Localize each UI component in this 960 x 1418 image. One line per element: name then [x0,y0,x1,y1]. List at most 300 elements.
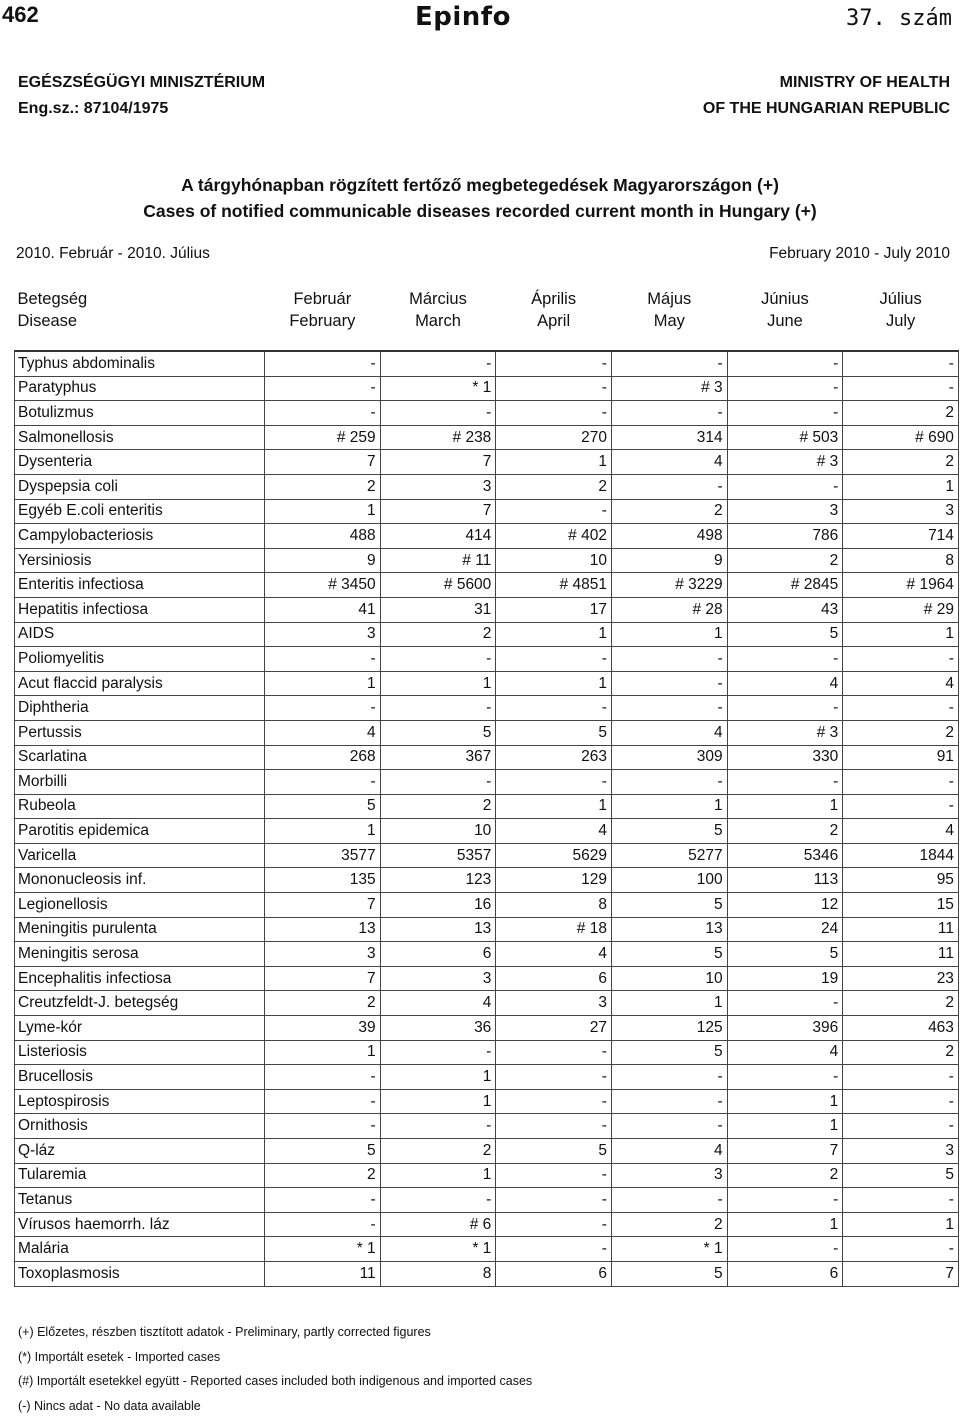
case-count-cell: - [265,401,381,426]
case-count-cell: 1 [265,1040,381,1065]
case-count-cell: - [380,351,496,376]
case-count-cell: # 6 [380,1212,496,1237]
org-hungarian [18,70,265,122]
case-count-cell: 1 [611,794,727,819]
case-count-cell: - [727,647,843,672]
case-count-cell: 4 [843,671,959,696]
case-count-cell: 414 [380,524,496,549]
disease-name-cell: Campylobacteriosis [15,524,265,549]
case-count-cell: # 3 [727,450,843,475]
disease-name-cell: Paratyphus [15,376,265,401]
case-count-cell: 1 [496,622,612,647]
case-count-cell: # 2845 [727,573,843,598]
case-count-cell: # 503 [727,425,843,450]
disease-name-cell: Yersiniosis [15,548,265,573]
case-count-cell: - [265,696,381,721]
case-count-cell: - [380,1114,496,1139]
column-header-hu: Május [611,288,727,310]
case-count-cell: 9 [265,548,381,573]
case-count-cell: 5629 [496,843,612,868]
table-row [15,1188,959,1213]
case-count-cell: 2 [380,622,496,647]
case-count-cell: 309 [611,745,727,770]
case-count-cell: 7 [265,893,381,918]
disease-name-cell: Listeriosis [15,1040,265,1065]
table-body [15,351,959,1286]
period-hungarian: 2010. Február - 2010. Július [16,245,210,263]
case-count-cell: 10 [611,966,727,991]
case-count-cell: 5 [496,720,612,745]
disease-name-cell: Creutzfeldt-J. betegség [15,991,265,1016]
case-count-cell: 8 [380,1261,496,1286]
case-count-cell: 3 [843,1139,959,1164]
case-count-cell: 367 [380,745,496,770]
case-count-cell: 91 [843,745,959,770]
case-count-cell: 36 [380,1016,496,1041]
table-row [15,819,959,844]
case-count-cell: 27 [496,1016,612,1041]
case-count-cell: 2 [843,1040,959,1065]
case-count-cell: - [727,474,843,499]
column-header-en: June [727,310,843,332]
column-header-en: February [265,310,381,332]
case-count-cell: 2 [727,819,843,844]
case-count-cell: 10 [380,819,496,844]
disease-name-cell: Parotitis epidemica [15,819,265,844]
case-count-cell: 1 [727,1212,843,1237]
table-row [15,499,959,524]
table-row [15,1040,959,1065]
case-count-cell: # 1964 [843,573,959,598]
case-count-cell: # 5600 [380,573,496,598]
table-row [15,548,959,573]
case-count-cell: - [380,401,496,426]
case-count-cell: 5 [843,1163,959,1188]
table-row [15,1065,959,1090]
column-header-hu: Február [265,288,381,310]
case-count-cell: - [611,696,727,721]
case-count-cell: - [380,647,496,672]
case-count-cell: - [380,770,496,795]
case-count-cell: - [265,1212,381,1237]
case-count-cell: - [265,647,381,672]
footnote-preliminary: (+) Előzetes, részben tisztított adatok - Preliminary, partly corrected figures [18,1320,532,1345]
case-count-cell: 270 [496,425,612,450]
case-count-cell: 129 [496,868,612,893]
case-count-cell: - [380,1040,496,1065]
case-count-cell: 2 [380,1139,496,1164]
table-header-row [15,270,959,351]
case-count-cell: 2 [496,474,612,499]
case-count-cell: 8 [496,893,612,918]
case-count-cell: 2 [727,1163,843,1188]
table-row [15,450,959,475]
disease-name-cell: Vírusos haemorrh. láz [15,1212,265,1237]
case-count-cell: 5 [611,942,727,967]
table-row [15,474,959,499]
case-count-cell: - [843,1114,959,1139]
case-count-cell: 7 [380,499,496,524]
case-count-cell: - [496,1089,612,1114]
case-count-cell: 1 [843,474,959,499]
case-count-cell: 125 [611,1016,727,1041]
table-row [15,1139,959,1164]
case-count-cell: 39 [265,1016,381,1041]
case-count-cell: - [843,770,959,795]
table-row [15,991,959,1016]
footnotes [18,1320,532,1418]
case-count-cell: 5 [265,1139,381,1164]
case-count-cell: - [265,1188,381,1213]
case-count-cell: # 11 [380,548,496,573]
case-count-cell: 7 [265,966,381,991]
case-count-cell: 2 [611,499,727,524]
case-count-cell: - [496,1040,612,1065]
case-count-cell: 16 [380,893,496,918]
case-count-cell: 1 [611,991,727,1016]
case-count-cell: 4 [843,819,959,844]
case-count-cell: 11 [843,917,959,942]
disease-name-cell: Encephalitis infectiosa [15,966,265,991]
case-count-cell: - [380,696,496,721]
table-row [15,966,959,991]
case-count-cell: 3 [380,966,496,991]
case-count-cell: 1 [380,1163,496,1188]
disease-name-cell: Dysenteria [15,450,265,475]
case-count-cell: - [727,1065,843,1090]
case-count-cell: - [727,351,843,376]
table-row [15,671,959,696]
case-count-cell: 1 [496,671,612,696]
case-count-cell: - [265,351,381,376]
table-row [15,647,959,672]
case-count-cell: - [611,1188,727,1213]
case-count-cell: 13 [265,917,381,942]
case-count-cell: 396 [727,1016,843,1041]
case-count-cell: 5 [265,794,381,819]
case-count-cell: - [496,401,612,426]
table-row [15,597,959,622]
case-count-cell: 1 [843,622,959,647]
case-count-cell: * 1 [380,376,496,401]
org-name-hu: EGÉSZSÉGÜGYI MINISZTÉRIUM [18,70,265,96]
case-count-cell: 3577 [265,843,381,868]
disease-name-cell: Q-láz [15,1139,265,1164]
case-count-cell: - [265,1089,381,1114]
case-count-cell: - [496,696,612,721]
case-count-cell: - [843,647,959,672]
case-count-cell: - [265,770,381,795]
case-count-cell: 498 [611,524,727,549]
case-count-cell: - [843,351,959,376]
case-count-cell: - [727,401,843,426]
table-row [15,1163,959,1188]
case-count-cell: 1 [380,1065,496,1090]
case-count-cell: - [843,1188,959,1213]
case-count-cell: - [496,1065,612,1090]
column-header-disease [15,270,265,351]
disease-name-cell: AIDS [15,622,265,647]
table-row [15,573,959,598]
disease-name-cell: Varicella [15,843,265,868]
disease-name-cell: Malária [15,1237,265,1262]
case-count-cell: 4 [496,819,612,844]
issue-number: 37. szám [846,6,952,31]
case-count-cell: 1 [727,794,843,819]
case-count-cell: 2 [265,474,381,499]
disease-name-cell: Ornithosis [15,1114,265,1139]
column-header-hu: Június [727,288,843,310]
case-count-cell: - [611,351,727,376]
case-count-cell: 41 [265,597,381,622]
case-count-cell: - [265,1114,381,1139]
case-count-cell: 6 [496,1261,612,1286]
case-count-cell: 100 [611,868,727,893]
case-count-cell: - [496,1188,612,1213]
case-count-cell: 4 [727,671,843,696]
case-count-cell: 1844 [843,843,959,868]
case-count-cell: 330 [727,745,843,770]
case-count-cell: 9 [611,548,727,573]
case-count-cell: * 1 [265,1237,381,1262]
disease-name-cell: Meningitis serosa [15,942,265,967]
disease-name-cell: Toxoplasmosis [15,1261,265,1286]
case-count-cell: 2 [265,991,381,1016]
case-count-cell: 4 [380,991,496,1016]
case-count-cell: 1 [265,819,381,844]
case-count-cell: - [843,794,959,819]
disease-name-cell: Tetanus [15,1188,265,1213]
case-count-cell: # 3229 [611,573,727,598]
disease-name-cell: Brucellosis [15,1065,265,1090]
case-count-cell: - [611,1089,727,1114]
case-count-cell: 4 [496,942,612,967]
case-count-cell: 5 [611,1040,727,1065]
case-count-cell: - [727,1188,843,1213]
column-header-month [265,270,381,351]
case-count-cell: # 402 [496,524,612,549]
table-row [15,893,959,918]
case-count-cell: # 29 [843,597,959,622]
case-count-cell: 7 [727,1139,843,1164]
case-count-cell: # 18 [496,917,612,942]
table-row [15,1114,959,1139]
case-count-cell: # 28 [611,597,727,622]
case-count-cell: 5 [727,942,843,967]
case-count-cell: 263 [496,745,612,770]
table-row [15,351,959,376]
journal-title: Epinfo [415,2,511,32]
case-count-cell: - [843,1065,959,1090]
case-count-cell: - [496,351,612,376]
table-row [15,794,959,819]
case-count-cell: 31 [380,597,496,622]
column-header-hu: Betegség [18,288,265,310]
table-row [15,917,959,942]
case-count-cell: * 1 [611,1237,727,1262]
case-count-cell: # 4851 [496,573,612,598]
case-count-cell: 95 [843,868,959,893]
table-row [15,425,959,450]
column-header-en: March [380,310,496,332]
case-count-cell: - [611,770,727,795]
case-count-cell: 23 [843,966,959,991]
disease-name-cell: Diphtheria [15,696,265,721]
org-english [703,70,950,122]
case-count-cell: 4 [727,1040,843,1065]
case-count-cell: 10 [496,548,612,573]
column-header-month [380,270,496,351]
case-count-cell: 5357 [380,843,496,868]
case-count-cell: 19 [727,966,843,991]
disease-name-cell: Tularemia [15,1163,265,1188]
disease-name-cell: Acut flaccid paralysis [15,671,265,696]
case-count-cell: - [380,1188,496,1213]
case-count-cell: 463 [843,1016,959,1041]
disease-name-cell: Poliomyelitis [15,647,265,672]
case-count-cell: 1 [265,499,381,524]
case-count-cell: 123 [380,868,496,893]
case-count-cell: - [496,1163,612,1188]
case-count-cell: - [843,1237,959,1262]
case-count-cell: 2 [380,794,496,819]
table-row [15,868,959,893]
case-count-cell: # 3 [611,376,727,401]
case-count-cell: - [727,770,843,795]
case-count-cell: * 1 [380,1237,496,1262]
case-count-cell: - [611,1065,727,1090]
column-header-hu: Július [843,288,959,310]
disease-name-cell: Salmonellosis [15,425,265,450]
case-count-cell: 6 [727,1261,843,1286]
case-count-cell: 7 [843,1261,959,1286]
table-row [15,622,959,647]
case-count-cell: - [611,474,727,499]
table-row [15,745,959,770]
case-count-cell: 4 [611,1139,727,1164]
case-count-cell: 11 [265,1261,381,1286]
case-count-cell: # 3 [727,720,843,745]
table-row [15,1237,959,1262]
column-header-month [727,270,843,351]
case-count-cell: 1 [727,1089,843,1114]
table-row [15,401,959,426]
column-header-en: July [843,310,959,332]
registration-number: Eng.sz.: 87104/1975 [18,96,265,122]
case-count-cell: 5 [611,1261,727,1286]
table-row [15,1089,959,1114]
disease-name-cell: Lyme-kór [15,1016,265,1041]
case-count-cell: 2 [843,401,959,426]
disease-name-cell: Rubeola [15,794,265,819]
case-count-cell: 2 [611,1212,727,1237]
disease-name-cell: Enteritis infectiosa [15,573,265,598]
period-english: February 2010 - July 2010 [769,245,950,263]
disease-name-cell: Meningitis purulenta [15,917,265,942]
disease-name-cell: Dyspepsia coli [15,474,265,499]
case-count-cell: 2 [727,548,843,573]
case-count-cell: 786 [727,524,843,549]
case-count-cell: 3 [265,942,381,967]
case-count-cell: 5 [727,622,843,647]
case-count-cell: 1 [611,622,727,647]
column-header-month [843,270,959,351]
case-count-cell: 268 [265,745,381,770]
case-count-cell: 2 [843,720,959,745]
case-count-cell: 2 [843,450,959,475]
case-count-cell: 714 [843,524,959,549]
footnote-no-data: (-) Nincs adat - No data available [18,1394,532,1418]
case-count-cell: 8 [843,548,959,573]
column-header-en: May [611,310,727,332]
case-count-cell: - [496,376,612,401]
column-header-en: Disease [18,310,265,332]
column-header-month [611,270,727,351]
case-count-cell: 5 [611,819,727,844]
footnote-included: (#) Importált esetekkel együtt - Reported cases included both indigenous and imported cases [18,1369,532,1394]
case-count-cell: 4 [611,450,727,475]
case-count-cell: 13 [611,917,727,942]
case-count-cell: 12 [727,893,843,918]
case-count-cell: 1 [496,794,612,819]
table-row [15,1016,959,1041]
org-name-en-2: OF THE HUNGARIAN REPUBLIC [703,96,950,122]
case-count-cell: 135 [265,868,381,893]
page-number: 462 [2,2,39,28]
case-count-cell: 5 [380,720,496,745]
case-count-cell: - [496,647,612,672]
case-count-cell: 1 [727,1114,843,1139]
disease-name-cell: Legionellosis [15,893,265,918]
case-count-cell: # 259 [265,425,381,450]
table-row [15,843,959,868]
case-count-cell: 6 [380,942,496,967]
case-count-cell: - [496,1237,612,1262]
case-count-cell: 6 [496,966,612,991]
title-hungarian: A tárgyhónapban rögzített fertőző megbetegedések Magyarországon (+) [0,172,960,198]
disease-name-cell: Morbilli [15,770,265,795]
case-count-cell: 7 [265,450,381,475]
case-count-cell: - [265,376,381,401]
case-count-cell: 3 [727,499,843,524]
disease-name-cell: Egyéb E.coli enteritis [15,499,265,524]
table-row [15,1212,959,1237]
case-count-cell: 1 [496,450,612,475]
case-count-cell: - [727,1237,843,1262]
case-count-cell: 43 [727,597,843,622]
case-count-cell: 7 [380,450,496,475]
case-count-cell: - [265,1065,381,1090]
case-count-cell: # 3450 [265,573,381,598]
title-english: Cases of notified communicable diseases recorded current month in Hungary (+) [0,198,960,224]
case-count-cell: 113 [727,868,843,893]
case-count-cell: 13 [380,917,496,942]
case-count-cell: 1 [265,671,381,696]
case-count-cell: - [843,1089,959,1114]
disease-name-cell: Botulizmus [15,401,265,426]
case-count-cell: 2 [843,991,959,1016]
table-row [15,524,959,549]
case-count-cell: - [843,696,959,721]
table-row [15,1261,959,1286]
case-count-cell: 1 [843,1212,959,1237]
case-count-cell: - [611,671,727,696]
case-count-cell: 3 [265,622,381,647]
disease-name-cell: Pertussis [15,720,265,745]
column-header-hu: Március [380,288,496,310]
case-count-cell: 314 [611,425,727,450]
case-count-cell: - [496,1114,612,1139]
